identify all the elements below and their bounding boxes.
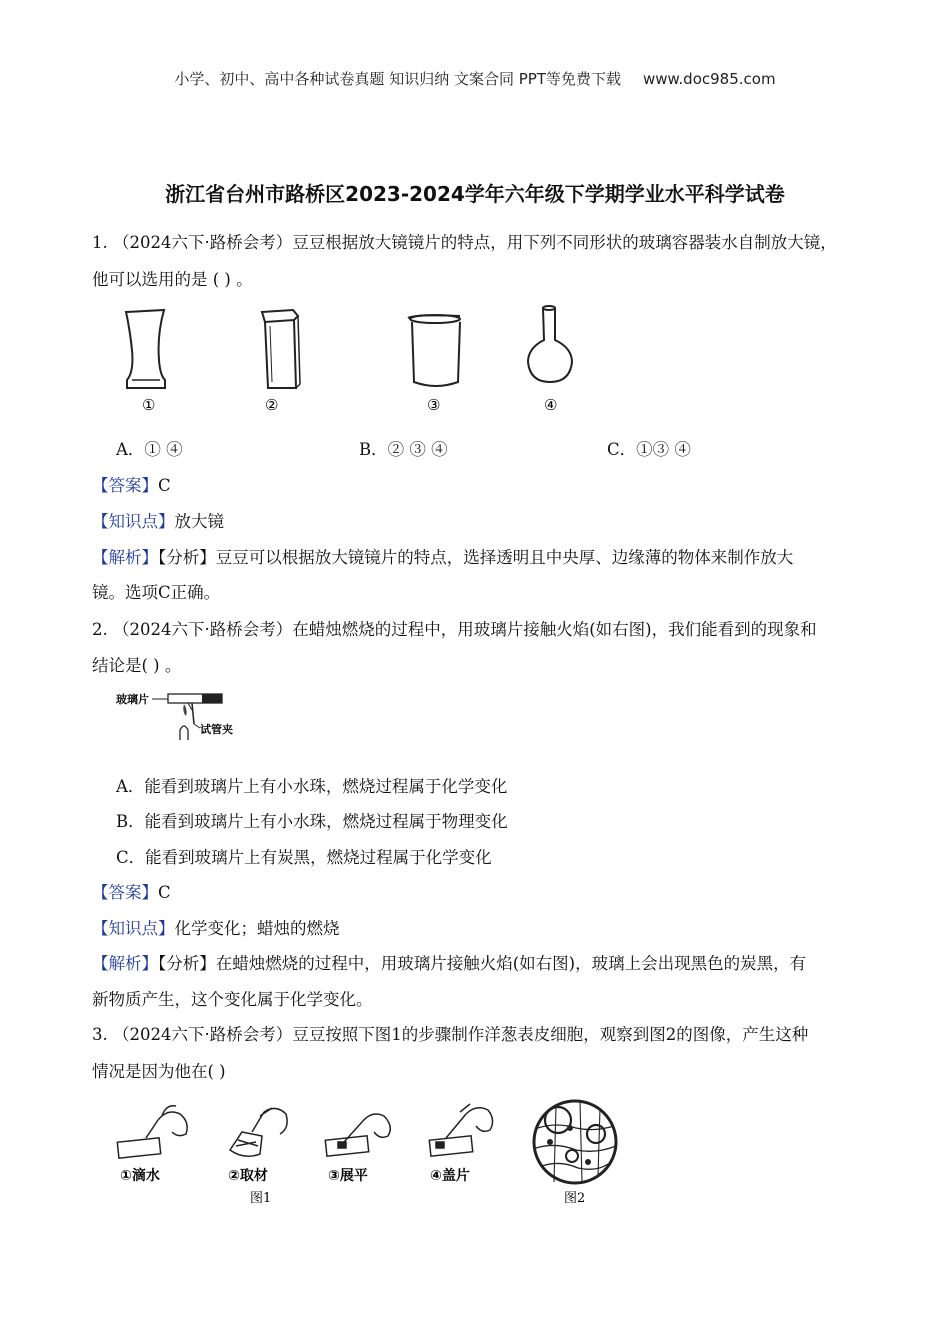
step-label-4: ④盖片	[430, 1168, 470, 1184]
header-site-link[interactable]: www.doc985.com	[642, 70, 776, 88]
q1-fig-label-4: ④	[544, 396, 558, 414]
q1-analysis-tag: 【解析】	[92, 548, 158, 567]
q1-analysis-line2: 镜。选项C正确。	[92, 583, 221, 602]
q2-analysis-row	[92, 956, 806, 973]
microscope-view-illustration	[534, 1101, 616, 1183]
q2-knowledge-tag: 【知识点】	[92, 919, 175, 938]
page-title: 浙江省台州市路桥区2023-2024学年六年级下学期学业水平科学试卷	[165, 182, 785, 206]
q2-answer-tag: 【答案】	[92, 883, 158, 902]
q2-candle-figure	[116, 684, 241, 746]
step-label-3: ③展平	[328, 1168, 368, 1184]
q1-answer-row	[92, 478, 171, 495]
q1-stem-line1: 1. （2024六下·路桥会考）豆豆根据放大镜镜片的特点，用下列不同形状的玻璃容器装水自制放大镜，	[92, 233, 837, 252]
q3-stem-line1: 3. （2024六下·路桥会考）豆豆按照下图1的步骤制作洋葱表皮细胞，观察到图2的图像，产生这种	[92, 1025, 809, 1044]
q2-fig-label-glass: 玻璃片	[116, 693, 149, 706]
q1-option-a[interactable]: A．① ④	[116, 440, 183, 459]
q2-option-a[interactable]: A．能看到玻璃片上有小水珠，燃烧过程属于化学变化	[116, 777, 508, 796]
page-header	[0, 68, 950, 89]
round-flask-container	[528, 306, 572, 382]
q2-option-c[interactable]: C．能看到玻璃片上有炭黑，燃烧过程属于化学变化	[116, 848, 492, 867]
q1-fig-label-1: ①	[142, 396, 156, 414]
q1-option-c[interactable]: C．①③ ④	[607, 440, 691, 459]
beaker-container	[408, 315, 460, 386]
q2-knowledge: 化学变化；蜡烛的燃烧	[174, 919, 340, 938]
q1-knowledge: 放大镜	[174, 512, 224, 531]
q1-glassware-figure	[110, 300, 590, 418]
q1-fig-label-2: ②	[265, 396, 279, 414]
step-label-1: ①滴水	[120, 1168, 160, 1184]
q1-knowledge-tag: 【知识点】	[92, 512, 175, 531]
flame-icon	[183, 704, 186, 716]
square-bottle-container	[262, 310, 300, 388]
q1-option-b[interactable]: B．② ③ ④	[359, 440, 448, 459]
q2-stem-line1: 2. （2024六下·路桥会考）在蜡烛燃烧的过程中，用玻璃片接触火焰(如右图)，我们能看到的现象和	[92, 620, 817, 639]
fig2-caption: 图2	[564, 1191, 586, 1206]
q2-analysis-tag: 【解析】	[92, 954, 158, 973]
q1-analysis-line1: 【分析】豆豆可以根据放大镜镜片的特点，选择透明且中央厚、边缘薄的物体来制作放大	[158, 548, 794, 567]
q1-stem-line2: 他可以选用的是 ( ) 。	[92, 270, 253, 289]
step-dropping-illustration	[117, 1106, 187, 1158]
q1-answer: C	[158, 476, 171, 495]
q2-stem-line2: 结论是( ) 。	[92, 656, 182, 675]
q1-knowledge-row	[92, 514, 224, 531]
step-taking-illustration	[230, 1108, 287, 1156]
vase-container	[126, 310, 165, 388]
q2-answer-row	[92, 885, 171, 902]
q2-analysis-line2: 新物质产生，这个变化属于化学变化。	[92, 990, 373, 1009]
q1-analysis-row	[92, 550, 793, 567]
fig1-caption: 图1	[250, 1191, 272, 1206]
step-covering-illustration	[429, 1104, 492, 1156]
q2-knowledge-row	[92, 921, 340, 938]
q1-fig-label-3: ③	[427, 396, 441, 414]
q2-option-b[interactable]: B．能看到玻璃片上有小水珠，燃烧过程属于物理变化	[116, 812, 508, 831]
q3-stem-line2: 情况是因为他在( )	[92, 1062, 226, 1081]
step-label-2: ②取材	[228, 1168, 268, 1184]
step-spreading-illustration	[325, 1114, 390, 1156]
q1-answer-tag: 【答案】	[92, 476, 158, 495]
q2-fig-label-clamp: 试管夹	[200, 723, 233, 736]
q2-analysis-line1: 【分析】在蜡烛燃烧的过程中，用玻璃片接触火焰(如右图)，玻璃上会出现黑色的炭黑，有	[158, 954, 807, 973]
header-text: 小学、初中、高中各种试卷真题 知识归纳 文案合同 PPT等免费下载	[174, 70, 621, 88]
q3-onion-cell-figure	[110, 1098, 630, 1210]
q2-answer: C	[158, 883, 171, 902]
